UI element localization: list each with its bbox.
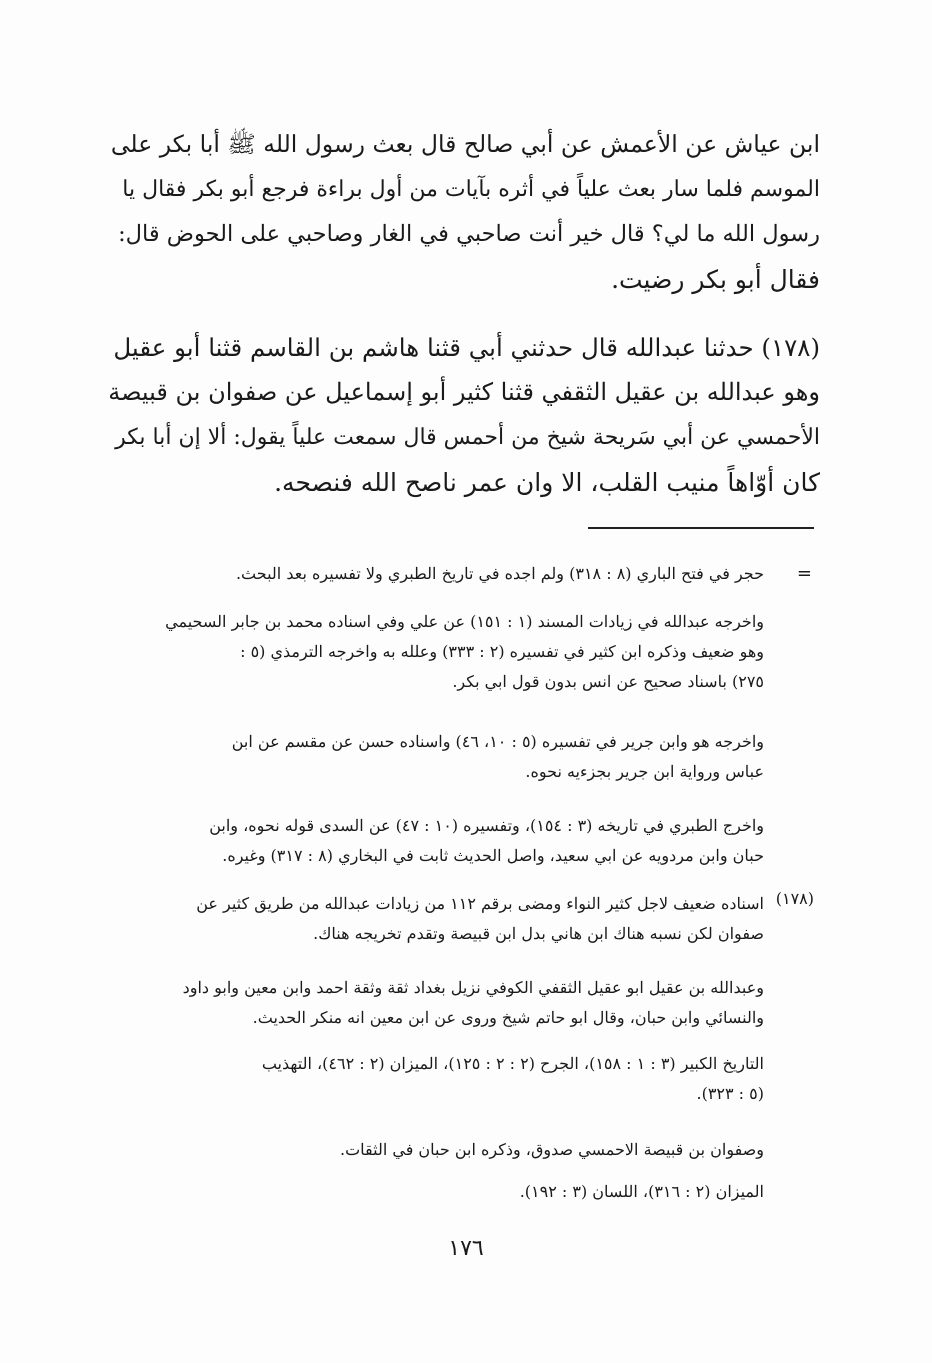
footnote-line: واخرج الطبري في تاريخه (٣ : ١٥٤)، وتفسيره (١٠ : ٤٧) عن السدى قوله نحوه، وابن	[209, 816, 764, 835]
text-line: الموسم فلما سار بعث علياً في أثره بآيات من أول براءة فرجع أبو بكر فقال يا	[122, 177, 820, 202]
text-line: رسول الله ما لي؟ قال خير أنت صاحبي في الغار وصاحبي على الحوض قال:	[118, 221, 820, 247]
footnote-5	[154, 889, 764, 949]
footnote-number: (١٧٨)	[775, 889, 814, 908]
footnote-9	[154, 1177, 764, 1207]
main-paragraph-1	[108, 122, 820, 302]
text-line: كان أوّاهاً منيب القلب، الا وان عمر ناصح الله فنصحه.	[274, 468, 820, 497]
footnote-line: واخرجه عبدالله في زيادات المسند (١ : ١٥١) عن علي وفي اسناده محمد بن جابر السحيمي	[165, 612, 764, 631]
footnote-line: حجر في فتح الباري (٨ : ٣١٨) ولم اجده في تاريخ الطبري ولا تفسيره بعد البحث.	[235, 564, 764, 583]
footnote-6	[154, 973, 764, 1033]
footnote-1	[154, 559, 764, 589]
footnote-line: (٥ : ٣٢٣).	[696, 1084, 764, 1103]
footnote-line: وعبدالله بن عقيل ابو عقيل الثقفي الكوفي نزيل بغداد ثقة وثقة احمد وابن معين وابو داود	[182, 978, 764, 997]
footnote-line: وهو ضعيف وذكره ابن كثير في تفسيره (٢ : ٣٣٣) وعلله به واخرجه الترمذي (٥ :	[240, 642, 764, 661]
footnote-line: ٢٧٥) باسناد صحيح عن انس بدون قول ابي بكر.	[452, 672, 764, 691]
text-line: (١٧٨) حدثنا عبدالله قال حدثني أبي قثنا هاشم بن القاسم قثنا أبو عقيل	[113, 333, 820, 362]
footnote-4	[154, 811, 764, 871]
footnote-continuation-mark: =	[796, 563, 812, 584]
footnote-3	[154, 727, 764, 787]
footnote-divider	[588, 527, 814, 529]
text-line: الأحمسي عن أبي سَريحة شيخ من أحمس قال سمعت علياً يقول: ألا إن أبا بكر	[115, 425, 820, 450]
footnote-line: والنسائي وابن حبان، وقال ابو حاتم شيخ وروى عن ابن معين انه منكر الحديث.	[252, 1008, 764, 1027]
text-line: ابن عياش عن الأعمش عن أبي صالح قال بعث رسول الله ﷺ أبا بكر على	[110, 130, 820, 158]
footnote-line: اسناده ضعيف لاجل كثير النواء ومضى برقم ١١٢ من زيادات عبدالله من طريق كثير عن	[196, 894, 764, 913]
footnote-2	[154, 607, 764, 697]
footnote-7	[154, 1049, 764, 1109]
footnote-line: صفوان لكن نسبه هناك ابن هاني بدل ابن قبيصة وتقدم تخريجه هناك.	[313, 924, 764, 943]
footnote-line: واخرجه هو وابن جرير في تفسيره (٥ : ١٠، ٤٦) واسناده حسن عن مقسم عن ابن	[231, 732, 764, 751]
main-paragraph-2	[108, 325, 820, 505]
footnote-line: وصفوان بن قبيصة الاحمسي صدوق، وذكره ابن حبان في الثقات.	[340, 1140, 764, 1159]
footnote-line: حبان وابن مردويه عن ابي سعيد، واصل الحديث ثابت في البخاري (٨ : ٣١٧) وغيره.	[222, 846, 764, 865]
text-line: فقال أبو بكر رضيت.	[611, 265, 820, 294]
page-number: ١٧٦	[448, 1236, 484, 1261]
footnote-line: عباس ورواية ابن جرير بجزءيه نحوه.	[525, 762, 764, 781]
footnote-line: التاريخ الكبير (٣ : ١ : ١٥٨)، الجرح (٢ : ٢ : ١٢٥)، الميزان (٢ : ٤٦٢)، التهذيب	[261, 1054, 764, 1073]
text-line: وهو عبدالله بن عقيل الثقفي قثنا كثير أبو إسماعيل عن صفوان بن قبيصة	[108, 378, 820, 406]
footnote-line: الميزان (٢ : ٣١٦)، اللسان (٣ : ١٩٢).	[519, 1182, 764, 1201]
footnote-8	[154, 1135, 764, 1165]
